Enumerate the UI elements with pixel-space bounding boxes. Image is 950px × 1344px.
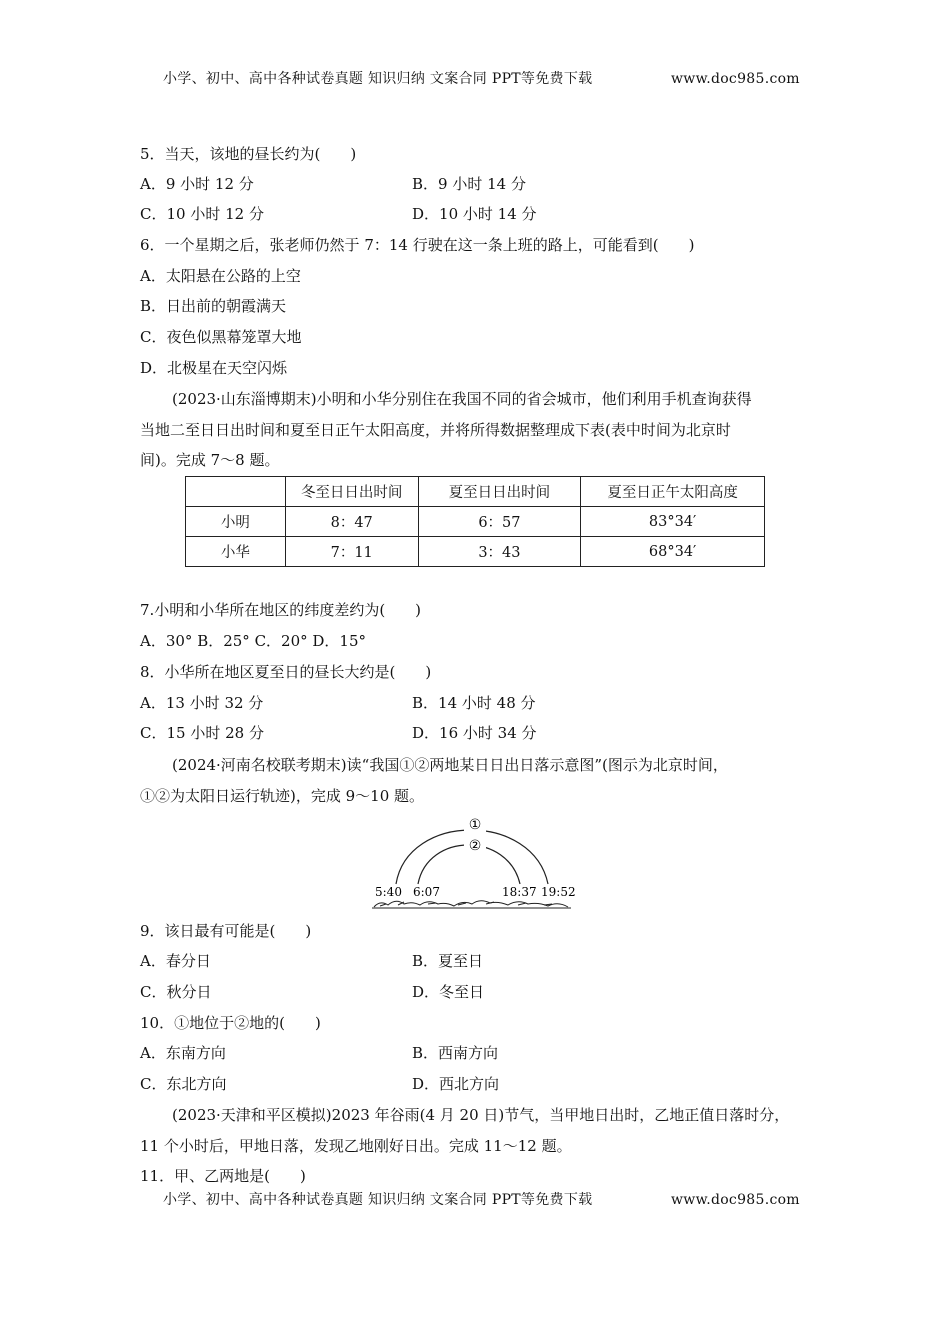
table-cell: 小明: [186, 507, 286, 537]
intro-11-12-line-1: (2023·天津和平区模拟)2023 年谷雨(4 月 20 日)节气，当甲地日出时，乙地正值日落时分，: [172, 1106, 790, 1124]
sunrise-data-table: [185, 476, 765, 567]
page-header-text: 小学、初中、高中各种试卷真题 知识归纳 文案合同 PPT等免费下载: [163, 71, 593, 87]
question-8-option-a: A．13 小时 32 分: [140, 694, 264, 712]
intro-9-10-line-2: ①②为太阳日运行轨迹)，完成 9～10 题。: [140, 787, 425, 805]
table-cell: 7：11: [285, 537, 418, 567]
question-10-option-b: B．西南方向: [412, 1044, 499, 1062]
question-6-stem: 6．一个星期之后，张老师仍然于 7：14 行驶在这一条上班的路上，可能看到( ): [140, 236, 695, 254]
table-header-cell: 夏至日日出时间: [418, 477, 581, 507]
table-header-cell: 夏至日正午太阳高度: [581, 477, 765, 507]
question-9-stem: 9．该日最有可能是( ): [140, 922, 312, 940]
table-header-cell: [186, 477, 286, 507]
question-6-option-c: C．夜色似黑幕笼罩大地: [140, 328, 302, 346]
sunset-time-2: 18:37: [502, 885, 537, 899]
sunset-time-1: 19:52: [541, 885, 576, 899]
question-8-stem: 8．小华所在地区夏至日的昼长大约是( ): [140, 663, 432, 681]
question-7-stem: 7.小明和小华所在地区的纬度差约为( ): [140, 601, 422, 619]
question-7-options: A．30° B．25° C．20° D．15°: [140, 632, 367, 650]
sunrise-time-1: 5:40: [375, 885, 402, 899]
table-row: [186, 507, 765, 537]
table-cell: 68°34′: [581, 537, 765, 567]
question-6-option-b: B．日出前的朝霞满天: [140, 297, 287, 315]
question-5-stem: 5．当天，该地的昼长约为( ): [140, 145, 357, 163]
question-5-option-a: A．9 小时 12 分: [140, 175, 254, 193]
intro-7-8-line-2: 当地二至日日出时间和夏至日正午太阳高度，并将所得数据整理成下表(表中时间为北京时: [140, 421, 731, 439]
page-header-url: www.doc985.com: [671, 71, 800, 87]
page-footer-text: 小学、初中、高中各种试卷真题 知识归纳 文案合同 PPT等免费下载: [163, 1192, 593, 1208]
question-5-option-c: C．10 小时 12 分: [140, 205, 264, 223]
question-8-option-b: B．14 小时 48 分: [412, 694, 536, 712]
table-header-row: [186, 477, 765, 507]
table-row: [186, 537, 765, 567]
table-cell: 83°34′: [581, 507, 765, 537]
table-cell: 小华: [186, 537, 286, 567]
question-5-option-b: B．9 小时 14 分: [412, 175, 526, 193]
table-cell: 6：57: [418, 507, 581, 537]
question-10-option-a: A．东南方向: [140, 1044, 226, 1062]
sunrise-time-2: 6:07: [413, 885, 440, 899]
question-10-option-c: C．东北方向: [140, 1075, 227, 1093]
intro-7-8-line-3: 间)。完成 7～8 题。: [140, 451, 280, 469]
sun-path-label-1: ①: [468, 817, 482, 833]
intro-9-10-line-1: (2024·河南名校联考期末)读“我国①②两地某日日出日落示意图”(图示为北京时间，: [172, 756, 728, 774]
question-8-option-d: D．16 小时 34 分: [412, 724, 537, 742]
question-9-option-b: B．夏至日: [412, 952, 484, 970]
table-header-cell: 冬至日日出时间: [285, 477, 418, 507]
sun-path-label-2: ②: [468, 838, 482, 854]
horizon-landscape: [372, 901, 571, 908]
question-5-option-d: D．10 小时 14 分: [412, 205, 537, 223]
table-cell: 8：47: [285, 507, 418, 537]
question-9-option-a: A．春分日: [140, 952, 211, 970]
question-8-option-c: C．15 小时 28 分: [140, 724, 264, 742]
sunrise-sunset-diagram: [368, 812, 578, 912]
question-9-option-c: C．秋分日: [140, 983, 212, 1001]
question-6-option-a: A．太阳悬在公路的上空: [140, 267, 301, 285]
question-11-stem: 11．甲、乙两地是( ): [140, 1167, 306, 1185]
page-footer-url: www.doc985.com: [671, 1192, 800, 1208]
intro-7-8-line-1: (2023·山东淄博期末)小明和小华分别住在我国不同的省会城市，他们利用手机查询获得: [172, 390, 752, 408]
question-10-option-d: D．西北方向: [412, 1075, 500, 1093]
question-10-stem: 10．①地位于②地的( ): [140, 1014, 321, 1032]
question-9-option-d: D．冬至日: [412, 983, 485, 1001]
intro-11-12-line-2: 11 个小时后，甲地日落，发现乙地刚好日出。完成 11～12 题。: [140, 1137, 572, 1155]
table-cell: 3：43: [418, 537, 581, 567]
question-6-option-d: D．北极星在天空闪烁: [140, 359, 288, 377]
